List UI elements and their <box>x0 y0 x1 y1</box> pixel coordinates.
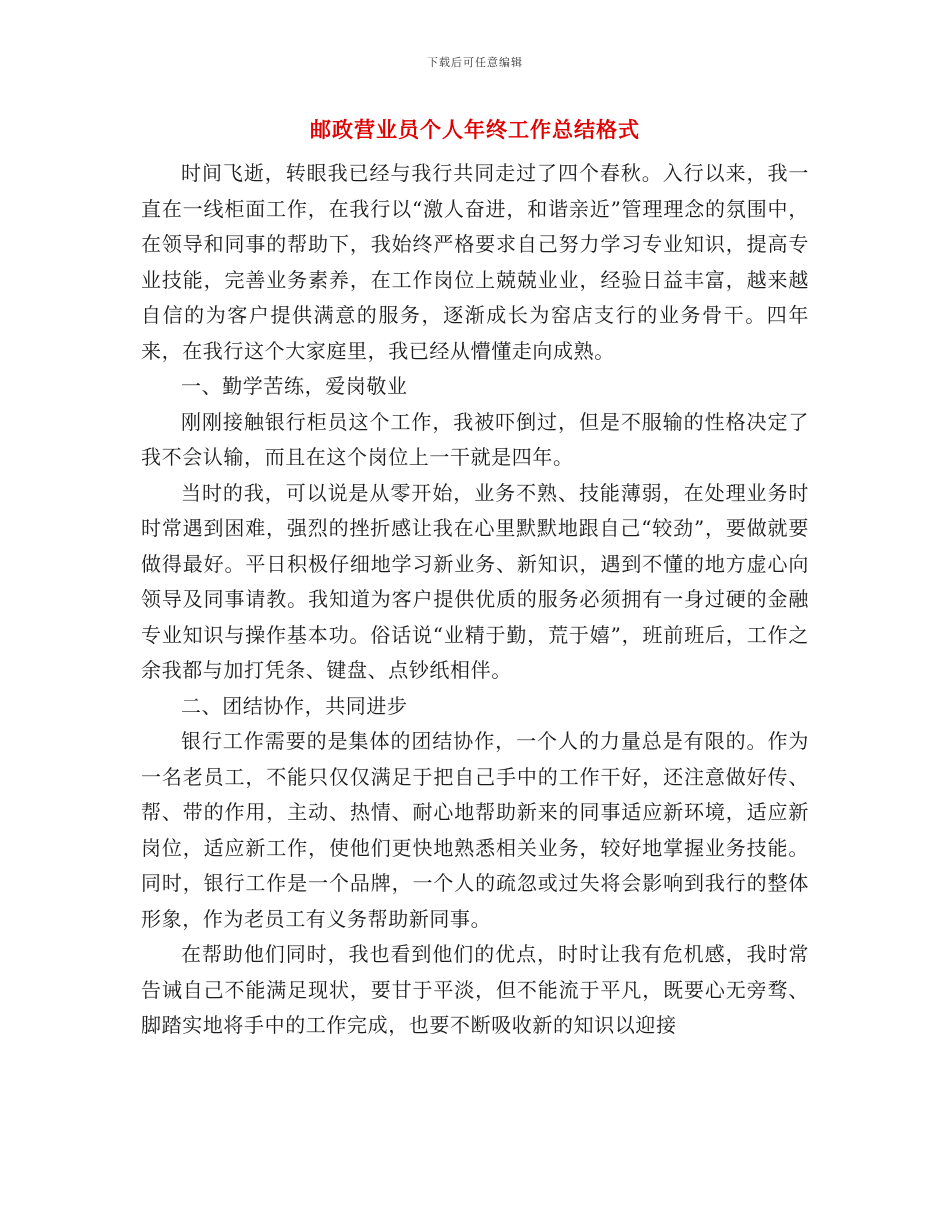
section-heading-2: 二、团结协作，共同进步 <box>181 693 408 718</box>
section-heading-1: 一、勤学苦练，爱岗敬业 <box>181 374 408 398</box>
header-note: 下载后可任意编辑 <box>427 56 523 69</box>
paragraph-section1-b: 当时的我，可以说是从零开始，业务不熟、技能薄弱，在处理业务时时常遇到困难，强烈的挫折感让我在心里默默地跟自己“较劲”，要做就要做得最好。平日积极仔细地学习新业务、新知识，遇到不懂的地方虚心向领导及同事请教。我知道为客户提供优质的服务必须拥有一身过硬的金融专业知识与操作基本功。俗话说“业精于勤，荒于嬉”，班前班后，工作之余我都与加打凭条、键盘、点钞纸相伴。 <box>141 480 809 682</box>
paragraph-section2-a: 银行工作需要的是集体的团结协作，一个人的力量总是有限的。作为一名老员工，不能只仅仅满足于把自己手中的工作干好，还注意做好传、帮、带的作用，主动、热情、耐心地帮助新来的同事适应新环境，适应新岗位，适应新工作，使他们更快地熟悉相关业务，较好地掌握业务技能。同时，银行工作是一个品牌，一个人的疏忽或过失将会影响到我行的整体形象，作为老员工有义务帮助新同事。 <box>141 729 809 931</box>
document-title: 邮政营业员个人年终工作总结格式 <box>310 117 640 142</box>
paragraph-intro: 时间飞逝，转眼我已经与我行共同走过了四个春秋。入行以来，我一直在一线柜面工作，在我行以“激人奋进，和谐亲近”管理理念的氛围中，在领导和同事的帮助下，我始终严格要求自己努力学习专业知识，提高专业技能，完善业务素养，在工作岗位上兢兢业业，经验日益丰富，越来越自信的为客户提供满意的服务，逐渐成长为窑店支行的业务骨干。四年来，在我行这个大家庭里，我已经从懵懂走向成熟。 <box>141 161 809 363</box>
document-body <box>141 156 809 1044</box>
paragraph-section2-b: 在帮助他们同时，我也看到他们的优点，时时让我有危机感，我时常告诫自己不能满足现状，要甘于平淡，但不能流于平凡，既要心无旁骛、脚踏实地将手中的工作完成，也要不断吸收新的知识以迎接 <box>141 942 809 1037</box>
paragraph-section1-a: 刚刚接触银行柜员这个工作，我被吓倒过，但是不服输的性格决定了我不会认输，而且在这个岗位上一干就是四年。 <box>141 409 809 469</box>
